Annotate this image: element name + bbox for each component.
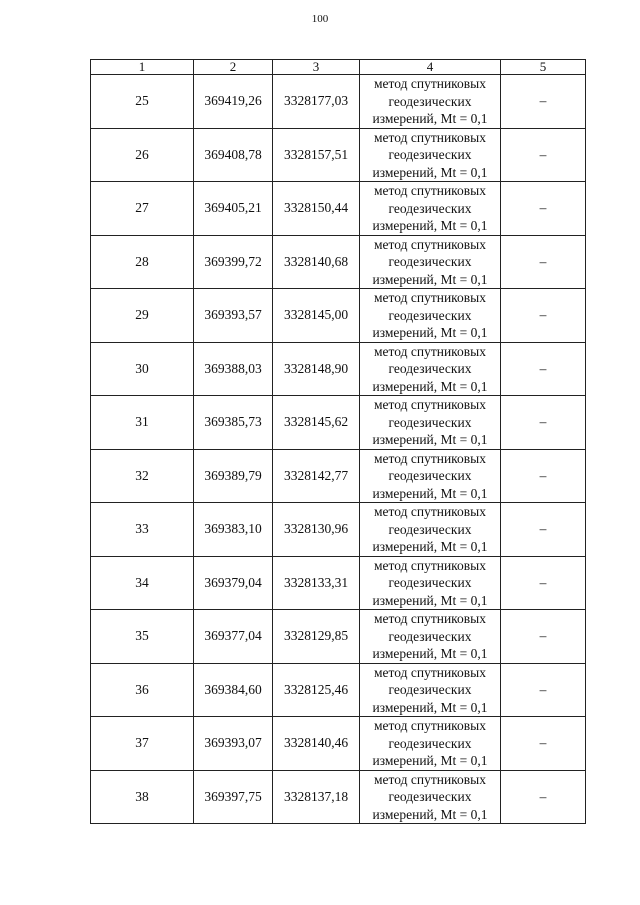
coordinate-y: 3328129,85 [273, 610, 360, 664]
method-line: геодезических [388, 254, 472, 269]
column-header: 5 [501, 60, 586, 75]
column-header: 1 [91, 60, 194, 75]
measurement-method [360, 289, 501, 343]
method-line: измерений, Mt = 0,1 [372, 592, 488, 608]
table-row [91, 128, 586, 182]
column-header: 3 [273, 60, 360, 75]
table-row [91, 610, 586, 664]
method-line: измерений, Mt = 0,1 [372, 378, 488, 394]
point-number: 26 [91, 128, 194, 182]
coordinate-y: 3328150,44 [273, 182, 360, 236]
point-number: 28 [91, 235, 194, 289]
table-row [91, 396, 586, 450]
note: – [501, 770, 586, 824]
point-number: 30 [91, 342, 194, 396]
coordinate-x: 369379,04 [194, 556, 273, 610]
method-line: геодезических [388, 200, 472, 216]
measurement-method [360, 128, 501, 182]
measurement-method [360, 182, 501, 236]
coordinate-x: 369388,03 [194, 342, 273, 396]
table-row [91, 342, 586, 396]
table-row [91, 770, 586, 824]
note: – [501, 503, 586, 557]
point-number: 31 [91, 396, 194, 450]
note: – [501, 610, 586, 664]
measurement-method [360, 770, 501, 824]
coordinate-x: 369383,10 [194, 503, 273, 557]
point-number: 38 [91, 770, 194, 824]
note: – [501, 182, 586, 236]
table-row [91, 717, 586, 771]
method-line: метод спутниковых [374, 183, 486, 198]
coordinate-y: 3328157,51 [273, 128, 360, 182]
table-row [91, 289, 586, 343]
coordinate-y: 3328142,77 [273, 449, 360, 503]
method-line: измерений, Mt = 0,1 [372, 271, 488, 287]
method-line: измерений, Mt = 0,1 [372, 539, 488, 554]
method-line: геодезических [388, 628, 472, 644]
method-line: геодезических [388, 789, 472, 804]
measurement-method [360, 663, 501, 717]
method-line: геодезических [388, 361, 472, 376]
method-line: метод спутниковых [374, 343, 486, 359]
method-line: геодезических [388, 93, 472, 109]
coordinate-y: 3328140,68 [273, 235, 360, 289]
point-number: 34 [91, 556, 194, 610]
coordinate-x: 369399,72 [194, 235, 273, 289]
note: – [501, 235, 586, 289]
coordinate-x: 369405,21 [194, 182, 273, 236]
coordinate-x: 369397,75 [194, 770, 273, 824]
method-line: измерений, Mt = 0,1 [372, 111, 488, 126]
method-line: геодезических [388, 414, 472, 430]
method-line: измерений, Mt = 0,1 [372, 325, 488, 340]
note: – [501, 449, 586, 503]
note: – [501, 128, 586, 182]
method-line: метод спутниковых [374, 290, 486, 305]
measurement-method [360, 717, 501, 771]
point-number: 25 [91, 75, 194, 129]
measurement-method [360, 503, 501, 557]
measurement-method [360, 75, 501, 129]
coordinate-x: 369393,57 [194, 289, 273, 343]
method-line: измерений, Mt = 0,1 [372, 806, 488, 822]
coordinate-y: 3328137,18 [273, 770, 360, 824]
point-number: 29 [91, 289, 194, 343]
table-row [91, 75, 586, 129]
method-line: измерений, Mt = 0,1 [372, 646, 488, 661]
note: – [501, 396, 586, 450]
coordinate-x: 369377,04 [194, 610, 273, 664]
note: – [501, 75, 586, 129]
note: – [501, 717, 586, 771]
coordinate-y: 3328145,62 [273, 396, 360, 450]
method-line: измерений, Mt = 0,1 [372, 218, 488, 233]
table-row [91, 556, 586, 610]
method-line: метод спутниковых [374, 611, 486, 626]
coordinate-y: 3328177,03 [273, 75, 360, 129]
coordinate-x: 369419,26 [194, 75, 273, 129]
method-line: метод спутниковых [374, 129, 486, 145]
point-number: 37 [91, 717, 194, 771]
measurement-method [360, 235, 501, 289]
table-header-row [91, 60, 586, 75]
method-line: измерений, Mt = 0,1 [372, 164, 488, 180]
method-line: метод спутниковых [374, 397, 486, 412]
point-number: 36 [91, 663, 194, 717]
coordinate-y: 3328133,31 [273, 556, 360, 610]
method-line: геодезических [388, 682, 472, 697]
measurement-method [360, 396, 501, 450]
coordinate-x: 369408,78 [194, 128, 273, 182]
method-line: измерений, Mt = 0,1 [372, 753, 488, 768]
method-line: метод спутниковых [374, 771, 486, 787]
method-line: метод спутниковых [374, 557, 486, 573]
measurement-method [360, 556, 501, 610]
note: – [501, 663, 586, 717]
measurement-method [360, 342, 501, 396]
coordinates-table [90, 59, 586, 824]
method-line: метод спутниковых [374, 76, 486, 91]
coordinate-x: 369384,60 [194, 663, 273, 717]
table-row [91, 449, 586, 503]
coordinate-y: 3328130,96 [273, 503, 360, 557]
method-line: геодезических [388, 307, 472, 323]
coordinate-y: 3328148,90 [273, 342, 360, 396]
note: – [501, 289, 586, 343]
method-line: геодезических [388, 735, 472, 751]
method-line: геодезических [388, 575, 472, 590]
table-row [91, 503, 586, 557]
point-number: 27 [91, 182, 194, 236]
note: – [501, 556, 586, 610]
table-row [91, 663, 586, 717]
measurement-method [360, 449, 501, 503]
column-header: 4 [360, 60, 501, 75]
coordinate-y: 3328145,00 [273, 289, 360, 343]
point-number: 32 [91, 449, 194, 503]
method-line: измерений, Mt = 0,1 [372, 485, 488, 501]
method-line: метод спутниковых [374, 718, 486, 733]
page-number: 100 [311, 13, 329, 25]
method-line: метод спутниковых [374, 664, 486, 680]
column-header: 2 [194, 60, 273, 75]
method-line: геодезических [388, 468, 472, 483]
table-row [91, 182, 586, 236]
coordinate-y: 3328140,46 [273, 717, 360, 771]
note: – [501, 342, 586, 396]
method-line: измерений, Mt = 0,1 [372, 699, 488, 715]
coordinate-y: 3328125,46 [273, 663, 360, 717]
method-line: метод спутниковых [374, 450, 486, 466]
method-line: геодезических [388, 147, 472, 162]
coordinate-x: 369385,73 [194, 396, 273, 450]
method-line: метод спутниковых [374, 236, 486, 252]
method-line: метод спутниковых [374, 504, 486, 519]
measurement-method [360, 610, 501, 664]
coordinate-x: 369393,07 [194, 717, 273, 771]
method-line: измерений, Mt = 0,1 [372, 432, 488, 447]
point-number: 35 [91, 610, 194, 664]
point-number: 33 [91, 503, 194, 557]
method-line: геодезических [388, 521, 472, 537]
table-row [91, 235, 586, 289]
coordinate-x: 369389,79 [194, 449, 273, 503]
